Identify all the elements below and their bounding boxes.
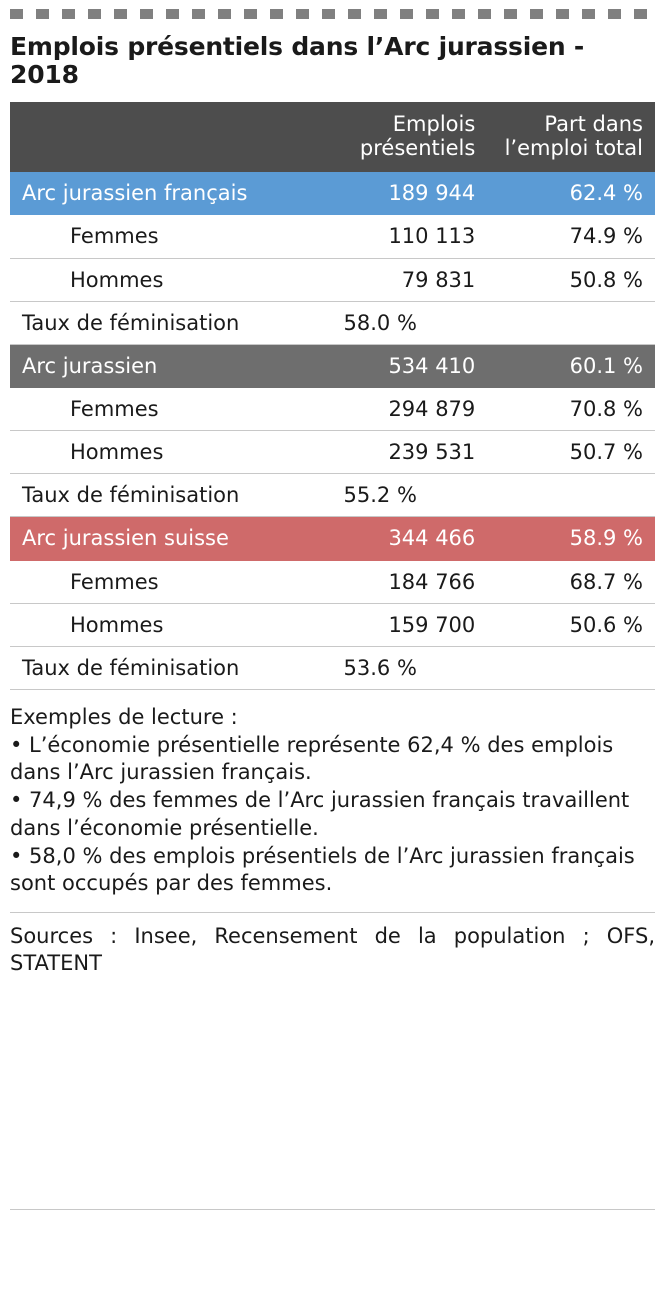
- notes-heading: Exemples de lecture :: [10, 704, 238, 729]
- row-part: [487, 474, 655, 517]
- note-item: • 74,9 % des femmes de l’Arc jurassien français travaillent dans l’économie présentielle.: [10, 788, 630, 840]
- row-emplois: 534 410: [313, 344, 487, 387]
- row-label: Taux de féminisation: [10, 646, 313, 689]
- sources-text: Sources : Insee, Recensement de la population ; OFS, STATENT: [10, 924, 655, 976]
- row-part: 58.9 %: [487, 517, 655, 560]
- table-header: [10, 102, 655, 172]
- row-part: 50.8 %: [487, 258, 655, 301]
- row-emplois: 79 831: [313, 258, 487, 301]
- page-title: Emplois présentiels dans l’Arc jurassien - 2018: [10, 32, 585, 89]
- column-header-part-line1: Part dans: [544, 112, 643, 136]
- dashed-top-rule: [10, 9, 655, 19]
- table-row: [10, 258, 655, 301]
- row-emplois: 189 944: [313, 172, 487, 215]
- row-part: 68.7 %: [487, 560, 655, 603]
- column-header-emplois-line2: présentiels: [359, 136, 476, 161]
- row-part: 50.7 %: [487, 431, 655, 474]
- row-emplois: 159 700: [313, 603, 487, 646]
- column-header-emplois: [313, 102, 487, 172]
- row-emplois: 58.0 %: [313, 301, 487, 344]
- bottom-divider: [10, 1209, 655, 1210]
- column-header-emplois-line1: Emplois: [392, 112, 476, 136]
- divider: [10, 912, 655, 913]
- figure-sheet: [0, 9, 665, 1298]
- row-emplois: 110 113: [313, 215, 487, 258]
- row-emplois: 239 531: [313, 431, 487, 474]
- table-row: [10, 215, 655, 258]
- column-header-part-line2: l’emploi total: [504, 136, 643, 161]
- row-label: Taux de féminisation: [10, 474, 313, 517]
- row-emplois: 294 879: [313, 387, 487, 430]
- table-row: [10, 301, 655, 344]
- row-label: Hommes: [10, 603, 313, 646]
- row-label: Hommes: [10, 431, 313, 474]
- row-label: Arc jurassien: [10, 344, 313, 387]
- row-label: Hommes: [10, 258, 313, 301]
- row-emplois: 344 466: [313, 517, 487, 560]
- row-part: 50.6 %: [487, 603, 655, 646]
- row-part: 70.8 %: [487, 387, 655, 430]
- table-row: [10, 646, 655, 689]
- row-part: 62.4 %: [487, 172, 655, 215]
- data-table: [10, 102, 655, 690]
- note-item: • L’économie présentielle représente 62,4 % des emplois dans l’Arc jurassien français.: [10, 732, 614, 785]
- row-label: Femmes: [10, 560, 313, 603]
- row-label: Femmes: [10, 387, 313, 430]
- column-header-part: [487, 102, 655, 172]
- note-item: • 58,0 % des emplois présentiels de l’Arc jurassien français sont occupés par des femmes.: [10, 843, 635, 896]
- row-label: Arc jurassien français: [10, 172, 313, 215]
- table-row: [10, 387, 655, 430]
- table-row: [10, 344, 655, 387]
- row-part: [487, 646, 655, 689]
- table-row: [10, 560, 655, 603]
- row-part: 60.1 %: [487, 344, 655, 387]
- table-row: [10, 474, 655, 517]
- row-label: Femmes: [10, 215, 313, 258]
- table-body: [10, 172, 655, 689]
- row-part: [487, 301, 655, 344]
- row-part: 74.9 %: [487, 215, 655, 258]
- row-label: Taux de féminisation: [10, 301, 313, 344]
- table-row: [10, 517, 655, 560]
- column-header-label: [10, 102, 313, 172]
- table-row: [10, 172, 655, 215]
- table-row: [10, 603, 655, 646]
- row-emplois: 53.6 %: [313, 646, 487, 689]
- row-label: Arc jurassien suisse: [10, 517, 313, 560]
- row-emplois: 184 766: [313, 560, 487, 603]
- row-emplois: 55.2 %: [313, 474, 487, 517]
- table-row: [10, 431, 655, 474]
- reading-notes: [10, 704, 655, 898]
